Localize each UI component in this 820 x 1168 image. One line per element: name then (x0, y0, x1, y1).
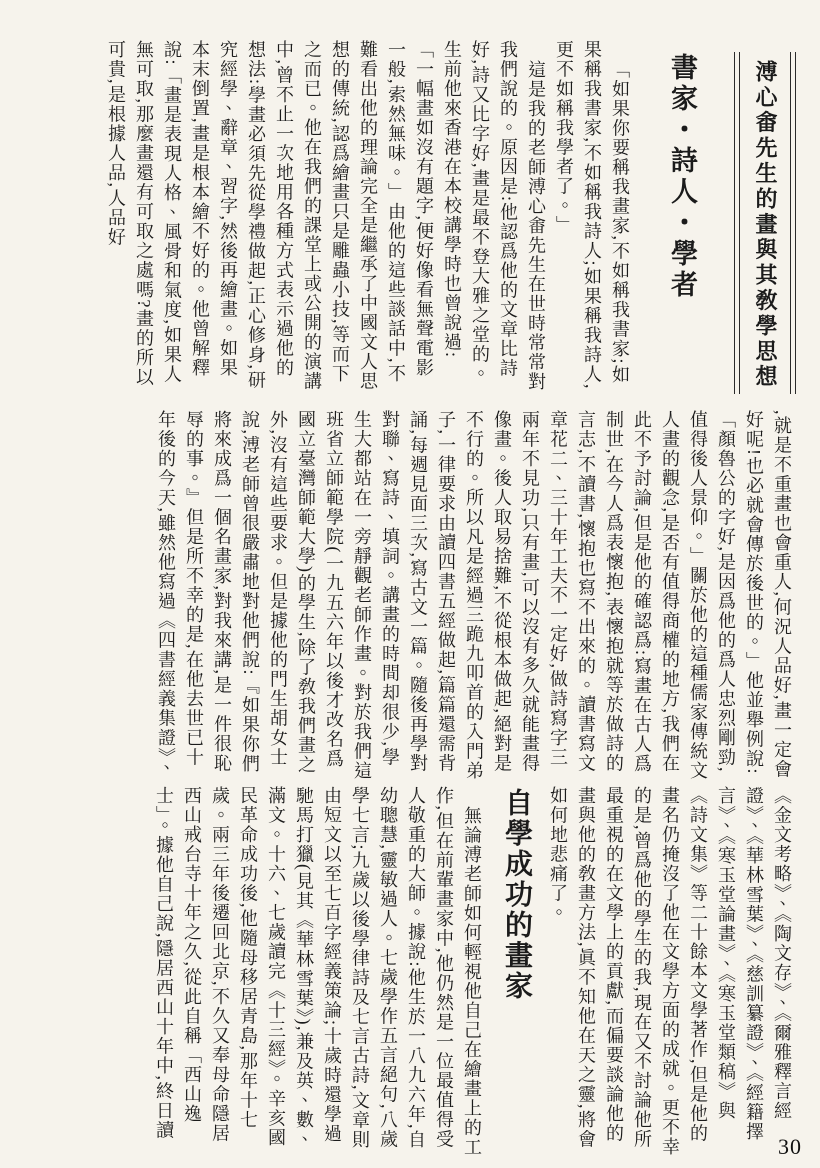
masthead-inner-rules (739, 52, 791, 394)
section-heading-self-taught-painter: 自學成功的畫家 (501, 788, 532, 1002)
quote-paragraph: 「如果你要稱我畫家,不如稱我書家;如果稱我書家,不如稱我詩人;如果稱我詩人,更不如稱我學者了。」 (554, 40, 630, 391)
paragraph-self-taught-painter: 無論溥老師如何輕視他自己在繪畫上的工作,但在前輩畫家中,他仍然是一位最值得受人敬重的大師。據說:他生於一八九六年,自幼聰慧,靈敏過人。七歲學作五言絕句,八歲學七言;九歲以後學律詩及七言古詩,文章則由短文以至七百字經義策論;十歲時還學過馳馬打獵(見其《華林雪葉》),兼及英、數、滿文。十六、七歲讀完《十三經》。辛亥國民革命成功後,他隨母移居青島,那年十七歲。兩三年後遷回北京,不久又奉母命隱居西山戒台寺十年之久,從此自稱「西山逸士」。據他自己說,隱居西山十年中,終日讀 (154, 786, 482, 1157)
text-band-top (102, 40, 796, 396)
section-heading-calligrapher-poet-scholar: 書家・詩人・學者 (667, 53, 697, 301)
masthead-rules (734, 52, 796, 394)
paragraph-teacher-intro-middle: ,就是不重畫也會重人,何況人品好,畫一定會好呢!也必就會傳於後世的。」他並舉例說:「顏魯公的字好,是因爲他的爲人忠烈剛勁,值得後人景仰。」關於他的這種儒家傳統文人畫的觀念,是否有值得商權的地方,我們在此不予討論,但是他的確認爲:寫畫在古人爲制世,在今人爲表懷抱,表懷抱就等於做詩的言志,不讀書,懷抱也寫不出來的。讀書寫文章花二、三十年工夫不一定好,做詩寫字三兩年不見功,只有畫,可以沒有多久就能畫得像畫。後人取易捨難,不從根本做起,絕對是不行的。所以凡是經過三跪九叩首的入門弟子,一律要求由讀四書五經做起,篇篇還需背誦,每週見面三次,寫古文一篇。隨後再學對對聯、寫詩、填詞。講畫的時間却很少,學生大都站在一旁靜觀老師作畫。對於我們這班省立師範學院(一九五六年以後才改名爲國立臺灣師範大學)的學生,除了敎我們畫之外,沒有這些要求。但是據他的門生胡女士說,溥老師曾很嚴肅地對他們說:『如果你們將來成爲一個名畫家,對我來講,是一件很恥辱的事。』但是所不幸的是,在他去世已十年後的今天,雖然他寫過《四書經義集證》、 (156, 410, 792, 781)
paragraph-teacher-intro-top: 這是我的老師溥心畬先生在世時常常對我們說的。原因是:他認爲他的文章比詩好,詩又比字好,畫是最不登大雅之堂的。生前他來香港在本校講學時也曾說過:「一幅畫如沒有題字,便好像看無聲電影一般,索然無味。」由他的這些談話中,不難看出他的理論完全是繼承了中國文人思想的傳統,認爲繪畫只是雕蟲小技,等而下之而已。他在我們的課堂上或公開的演講中,曾不止一次地用各種方式表示過他的想法:學畫必須先從學禮做起,正心修身,研究經學、辭章、習字,然後再繪畫。如果本末倒置,畫是根本繪不好的。他曾解釋說:「畫是表現人格、風骨和氣度,如果人無可取,那麼畫還有可取之處嗎?畫的所以可貴,是根據人品,人品好 (106, 40, 546, 391)
text-band-middle (152, 410, 796, 786)
page-number: 30 (778, 1134, 802, 1159)
paragraph-teacher-intro-bottom: 《金文考略》、《陶文存》、《爾雅釋言經證》、《華林雪葉》、《慈訓纂證》、《經籍擇言》、《寒玉堂論畫》、《寒玉堂類稿》與《詩文集》等二十餘本文學著作,但是他的畫名仍掩沒了他在文學方面的成就。更不幸的是,曾爲他的學生的我,現在又不討論他所最重視的在文學上的貢獻,而偏要談論他的畫與他的敎畫方法,眞不知他在天之靈,將會如何地悲痛了。 (548, 786, 792, 1157)
text-band-bottom (150, 786, 796, 1158)
article-title: 溥心畬先生的畫與其敎學思想 (753, 60, 778, 391)
